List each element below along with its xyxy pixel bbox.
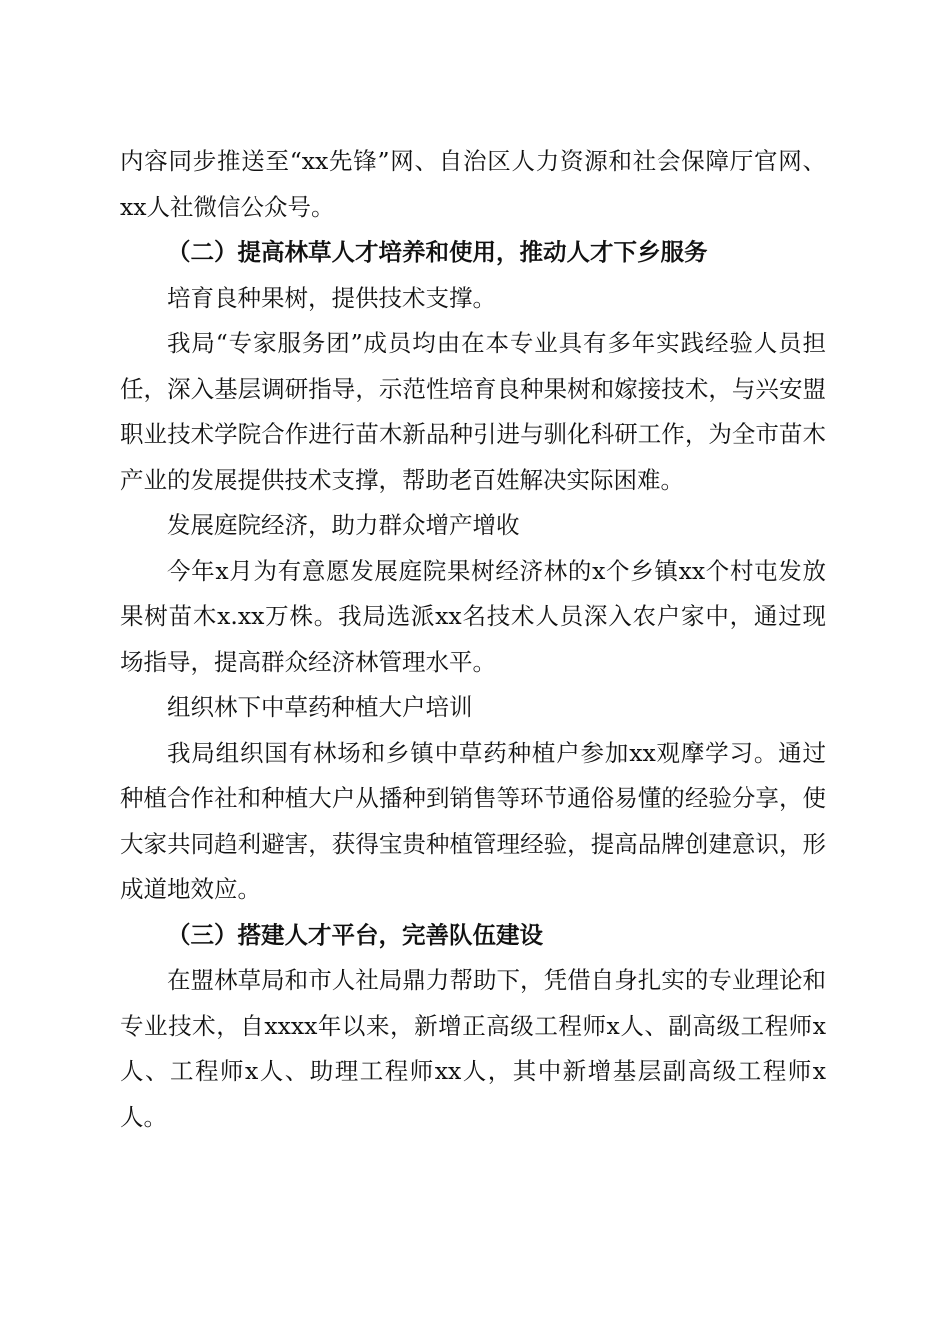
subheading-fruit-trees: 培育良种果树，提供技术支撑。	[167, 283, 496, 312]
section-heading-3: （三）搭建人才平台，完善队伍建设	[167, 920, 543, 949]
paragraph-expert-team: 我局“专家服务团”成员均由在本专业具有多年实践经验人员担任，深入基层调研指导，示范性培育良种果树和嫁接技术，与兴安盟职业技术学院合作进行苗木新品种引进与驯化科研工作，为全市苗木产业的发展提供技术支撑，帮助老百姓解决实际困难。	[120, 329, 826, 494]
subheading-herb-training: 组织林下中草药种植大户培训	[167, 693, 473, 721]
subheading-courtyard-economy: 发展庭院经济，助力群众增产增收	[167, 511, 520, 539]
paragraph-seedlings: 今年x月为有意愿发展庭院果树经济林的x个乡镇xx个村屯发放果树苗木x.xx万株。我局选派xx名技术人员深入农户家中，通过现场指导，提高群众经济林管理水平。	[120, 556, 826, 676]
paragraph-continued: 内容同步推送至“xx先锋”网、自治区人力资源和社会保障厅官网、xx人社微信公众号。	[120, 147, 826, 221]
document-body	[120, 139, 826, 1140]
paragraph-herb-training: 我局组织国有林场和乡镇中草药种植户参加xx观摩学习。通过种植合作社和种植大户从播种到销售等环节通俗易懂的经验分享，使大家共同趋利避害，获得宝贵种植管理经验，提高品牌创建意识，形成道地效应。	[120, 738, 826, 903]
section-heading-2: （二）提高林草人才培养和使用，推动人才下乡服务	[167, 238, 708, 266]
paragraph-talent-platform: 在盟林草局和市人社局鼎力帮助下，凭借自身扎实的专业理论和专业技术，自xxxx年以来，新增正高级工程师x人、副高级工程师x人、工程师x人、助理工程师xx人，其中新增基层副高级工程师x人。	[120, 966, 826, 1131]
